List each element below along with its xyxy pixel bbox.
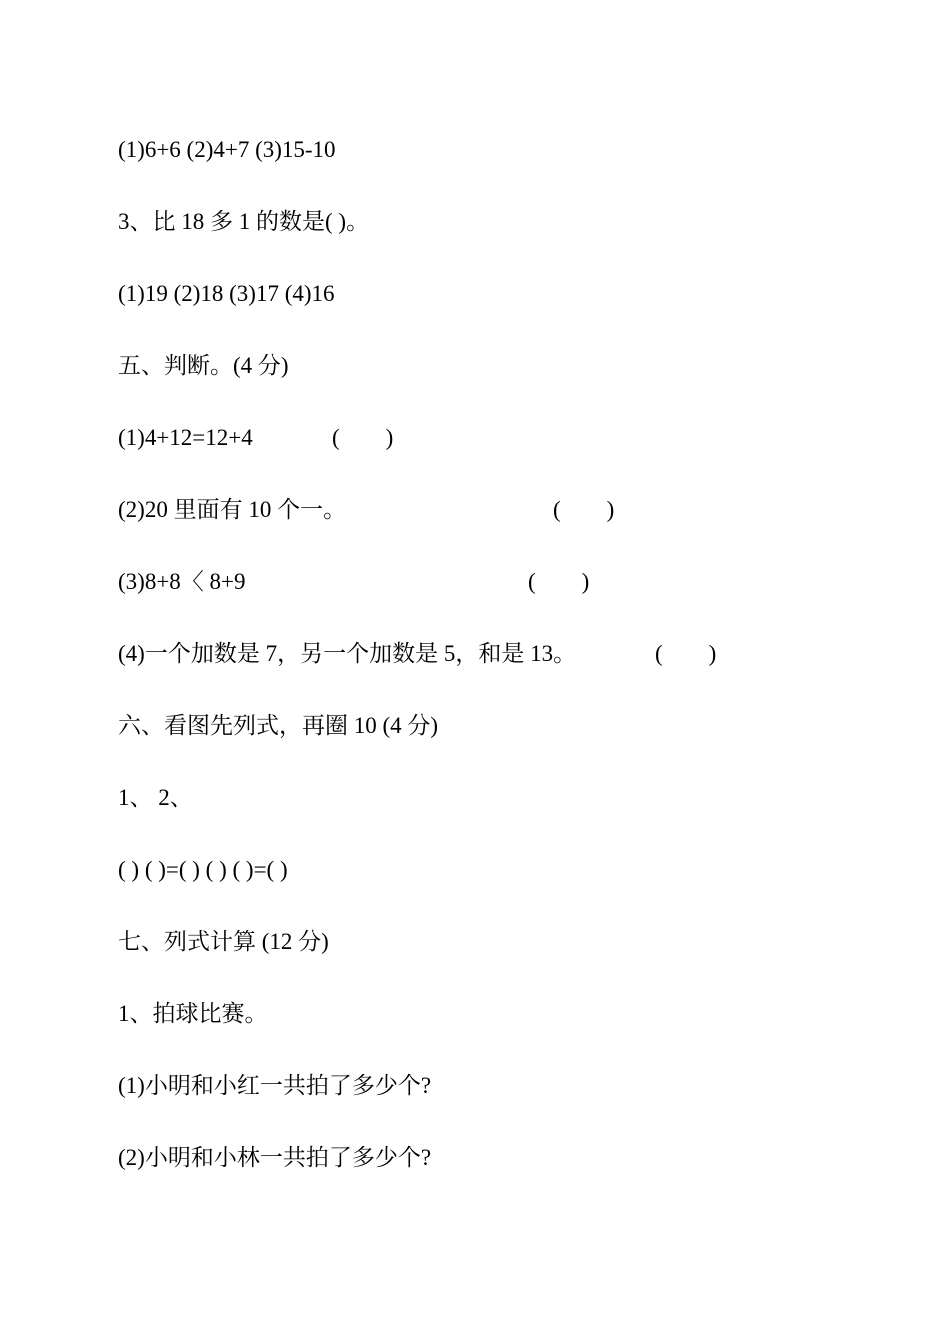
answer-bracket-4: ( ) <box>655 641 717 666</box>
answer-bracket-3: ( ) <box>528 569 590 594</box>
section-5-heading: 五、判断。(4 分) <box>118 353 289 378</box>
word-problem-1-part-2: (2)小明和小林一共拍了多少个? <box>118 1145 432 1170</box>
judge-item-1: (1)4+12=12+4 <box>118 425 253 450</box>
judge-item-3: (3)8+8〈 8+9 <box>118 569 246 594</box>
answer-bracket-1: ( ) <box>332 425 394 450</box>
question-options-line: (1)6+6 (2)4+7 (3)15-10 <box>118 137 336 162</box>
picture-question-blanks: ( ) ( )=( ) ( ) ( )=( ) <box>118 857 288 882</box>
section-6-heading: 六、看图先列式，再圈 10 (4 分) <box>118 713 439 738</box>
word-problem-1-part-1: (1)小明和小红一共拍了多少个? <box>118 1073 432 1098</box>
question-3: 3、比 18 多 1 的数是( )。 <box>118 209 370 234</box>
judge-item-4: (4)一个加数是 7，另一个加数是 5，和是 13。 <box>118 641 577 666</box>
judge-item-2: (2)20 里面有 10 个一。 <box>118 497 347 522</box>
picture-question-numbers: 1、 2、 <box>118 785 193 810</box>
section-7-heading: 七、列式计算 (12 分) <box>118 929 329 954</box>
word-problem-1: 1、拍球比赛。 <box>118 1001 268 1026</box>
answer-bracket-2: ( ) <box>553 497 615 522</box>
question-3-options: (1)19 (2)18 (3)17 (4)16 <box>118 281 335 306</box>
